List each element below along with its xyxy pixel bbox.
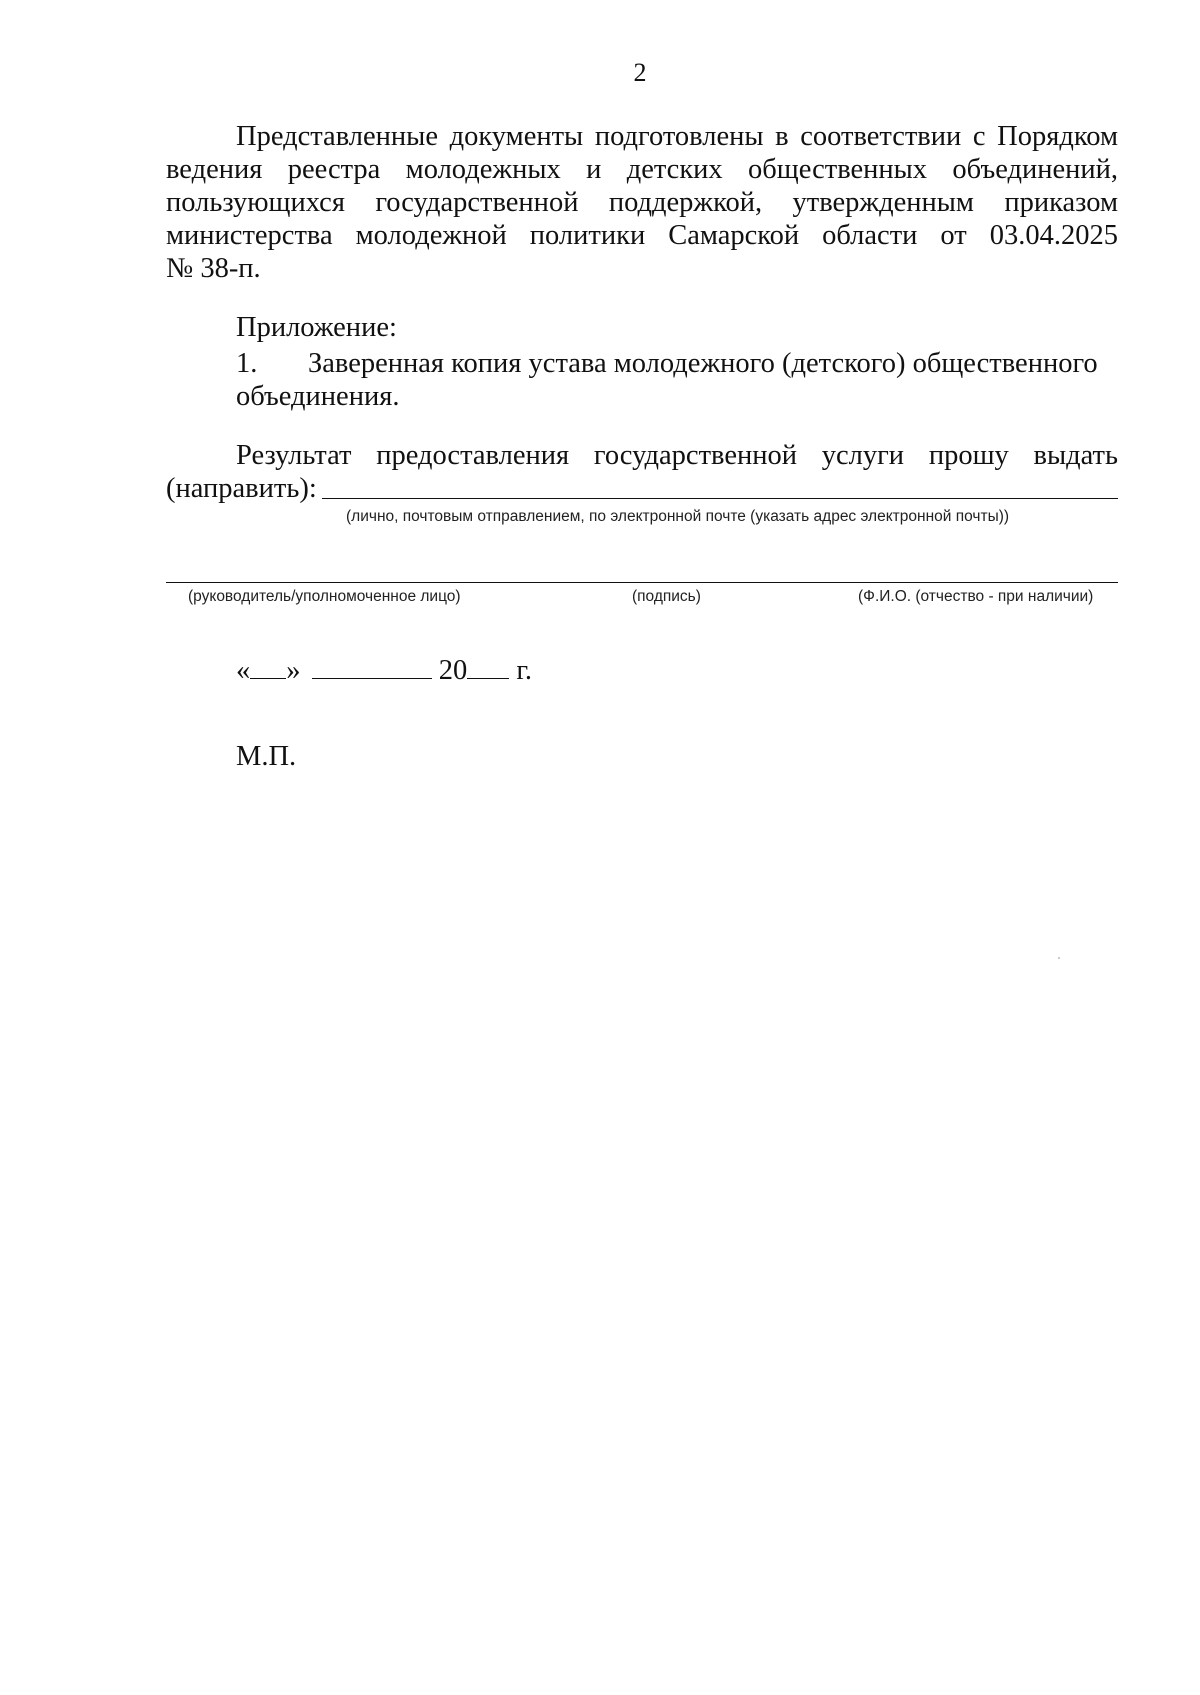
- intro-line-5: № 38-п.: [166, 253, 261, 284]
- attachments-heading: Приложение:: [236, 312, 397, 343]
- date-open-quote: «: [236, 655, 251, 686]
- attachment-item-text-2: объединения.: [236, 381, 400, 412]
- stamp-placeholder: М.П.: [236, 741, 297, 772]
- result-line-2: (направить):: [166, 473, 317, 504]
- intro-line-4: министерства молодежной политики Самарской области от 03.04.2025: [166, 220, 1118, 251]
- signature-blank-line[interactable]: [166, 582, 1118, 583]
- result-paragraph: [166, 439, 1118, 472]
- date-year-prefix: 20: [438, 655, 468, 686]
- intro-line-3: пользующихся государственной поддержкой, утвержденным приказом: [166, 187, 1118, 218]
- date-day-blank[interactable]: [250, 652, 286, 679]
- date-line: [236, 652, 532, 687]
- intro-line-2: ведения реестра молодежных и детских общественных объединений,: [166, 154, 1118, 185]
- attachment-item-number: 1.: [236, 348, 258, 379]
- date-year-blank[interactable]: [467, 652, 509, 679]
- signature-sign-caption: (подпись): [632, 588, 701, 605]
- attachment-item-1: [236, 347, 1118, 413]
- result-delivery-caption: (лично, почтовым отправлением, по электронной почте (указать адрес электронной почты)): [346, 508, 1010, 525]
- result-line-1: Результат предоставления государственной услуги прошу выдать: [236, 440, 1118, 471]
- intro-paragraph: [166, 120, 1118, 285]
- date-close-quote: »: [286, 655, 301, 686]
- signature-name-caption: (Ф.И.О. (отчество - при наличии): [858, 588, 1094, 605]
- date-month-blank[interactable]: [312, 652, 432, 679]
- signature-role-caption: (руководитель/уполномоченное лицо): [188, 588, 461, 605]
- date-year-suffix: г.: [516, 655, 532, 686]
- scan-speck: [1058, 957, 1060, 959]
- intro-line-1: Представленные документы подготовлены в соответствии с Порядком: [236, 121, 1118, 152]
- page-number: 2: [633, 58, 647, 87]
- result-delivery-blank[interactable]: [322, 498, 1118, 499]
- attachment-item-text-1: Заверенная копия устава молодежного (детского) общественного: [308, 348, 1098, 379]
